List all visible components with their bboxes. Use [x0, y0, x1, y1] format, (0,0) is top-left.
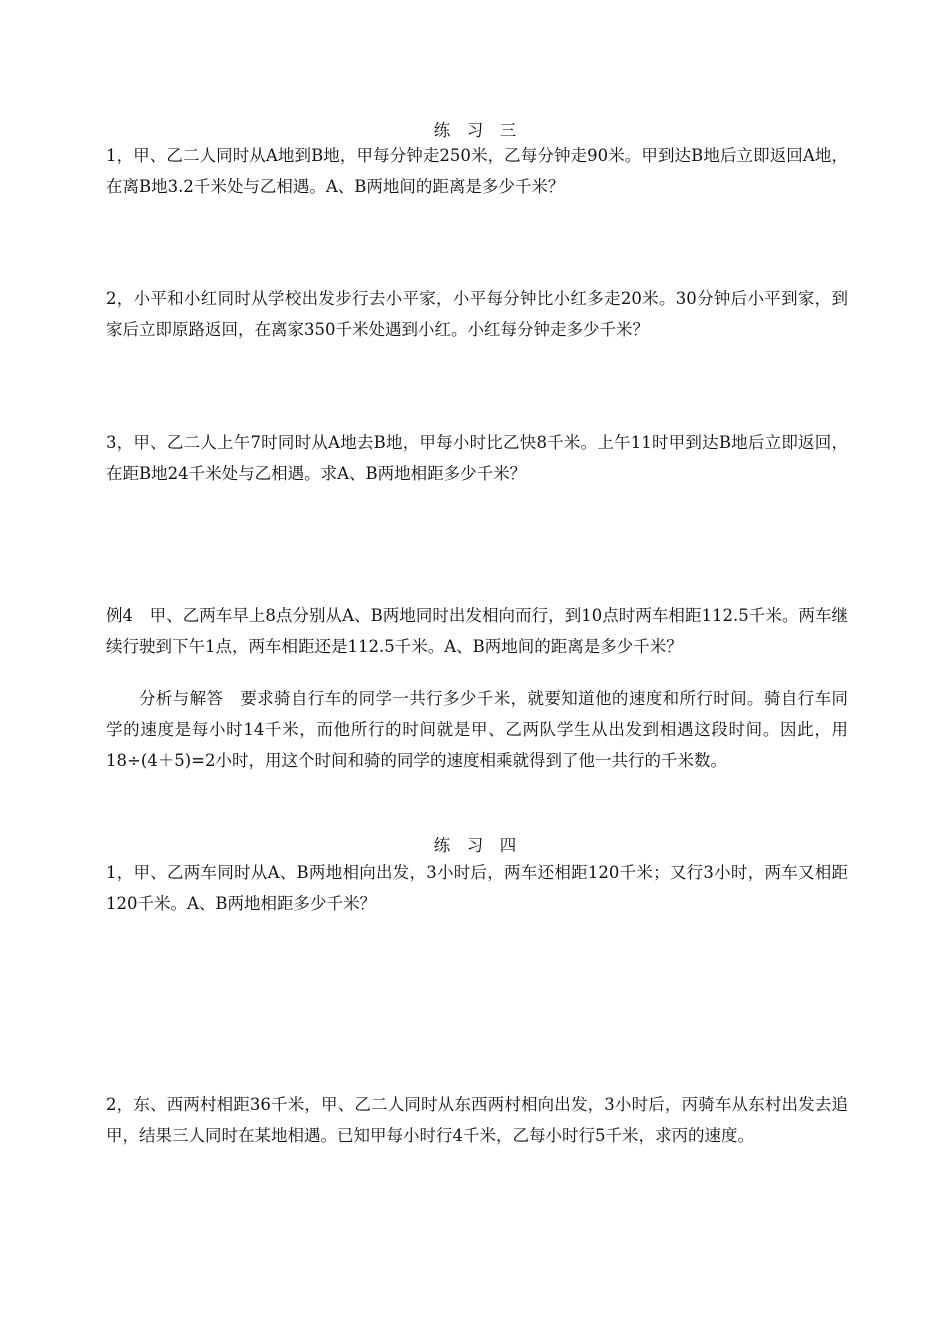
example-4-question: 例4 甲、乙两车早上8点分别从A、B两地同时出发相向而行，到10点时两车相距112.5千米。两车继续行驶到下午1点，两车相距还是112.5千米。A、B两地间的距离是多少千米？ — [106, 606, 848, 656]
example-4-analysis: 分析与解答 要求骑自行车的同学一共行多少千米，就要知道他的速度和所行时间。骑自行车同学的速度是每小时14千米，而他所行的时间就是甲、乙两队学生从出发到相遇这段时间。因此，用18÷(4＋5)=2小时，用这个时间和骑的同学的速度相乘就得到了他一共行的千米数。 — [106, 689, 848, 770]
section-3-problem-1: 1，甲、乙二人同时从A地到B地，甲每分钟走250米，乙每分钟走90米。甲到达B地后立即返回A地，在离B地3.2千米处与乙相遇。A、B两地间的距离是多少千米？ — [106, 146, 848, 196]
section-3-title: 练 习 三 — [433, 121, 517, 140]
section-3-problem-3: 3，甲、乙二人上午7时同时从A地去B地，甲每小时比乙快8千米。上午11时甲到达B地后立即返回，在距B地24千米处与乙相遇。求A、B两地相距多少千米？ — [106, 433, 848, 483]
section-4-problem-1: 1，甲、乙两车同时从A、B两地相向出发，3小时后，两车还相距120千米；又行3小时，两车又相距120千米。A、B两地相距多少千米？ — [106, 863, 848, 913]
section-4-problem-2: 2，东、西两村相距36千米，甲、乙二人同时从东西两村相向出发，3小时后，丙骑车从东村出发去追甲，结果三人同时在某地相遇。已知甲每小时行4千米，乙每小时行5千米，求丙的速度。 — [106, 1095, 848, 1145]
section-4-title: 练 习 四 — [433, 836, 517, 855]
section-3-problem-2: 2，小平和小红同时从学校出发步行去小平家，小平每分钟比小红多走20米。30分钟后小平到家，到家后立即原路返回，在离家350千米处遇到小红。小红每分钟走多少千米？ — [106, 289, 848, 339]
